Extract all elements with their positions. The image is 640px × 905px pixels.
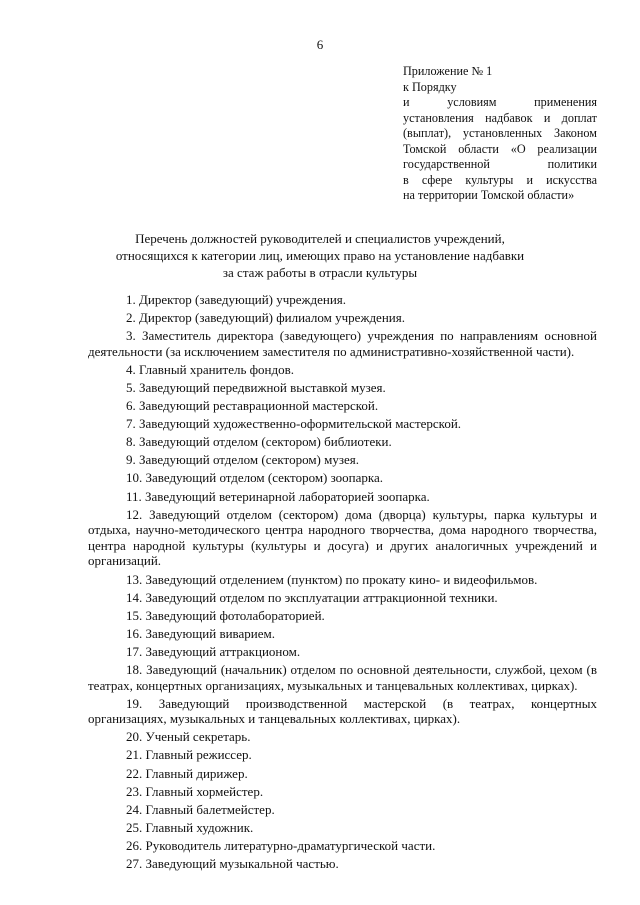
list-item: 20. Ученый секретарь. — [126, 729, 251, 745]
list-item: 26. Руководитель литературно-драматургической части. — [126, 837, 436, 853]
appendix-line: и условиям применения — [403, 95, 597, 109]
list-item: 16. Заведующий виварием. — [126, 625, 275, 641]
list-item: 23. Главный хормейстер. — [126, 783, 264, 799]
list-item: 1. Директор (заведующий) учреждения. — [126, 292, 347, 307]
appendix-line: в сфере культуры и искусства — [403, 172, 597, 187]
list-item: 25. Главный художник. — [126, 819, 254, 835]
list-item: 13. Заведующий отделением (пунктом) по прокату кино- и видеофильмов. — [126, 571, 538, 587]
list-item: 17. Заведующий аттракционом. — [126, 643, 301, 659]
list-item: 6. Заведующий реставрационной мастерской. — [126, 398, 379, 414]
appendix-line: к Порядку — [403, 79, 457, 94]
list-item: 3. Заместитель директора (заведующего) учреждения по направлениям основной деятельности (за исключением заместителя по административно-хозяйственной части). — [88, 328, 597, 359]
title-line: относящихся к категории лиц, имеющих право на установление надбавки — [115, 248, 525, 263]
list-item: 8. Заведующий отделом (сектором) библиотеки. — [126, 434, 392, 450]
list-item: 18. Заведующий (начальник) отделом по основной деятельности, службой, цехом (в театрах, концертных организациях, музыкальных и танцевальных коллективах, цирках). — [88, 661, 597, 693]
list-item: 10. Заведующий отделом (сектором) зоопарка. — [126, 470, 384, 486]
list-item: 21. Главный режиссер. — [126, 747, 252, 763]
page-number: 6 — [316, 37, 324, 52]
appendix-line: государственной политики — [403, 157, 597, 171]
list-item: 24. Главный балетмейстер. — [126, 801, 275, 817]
appendix-line: Приложение № 1 — [403, 64, 493, 78]
list-item: 22. Главный дирижер. — [126, 765, 248, 781]
list-item: 7. Заведующий художественно-оформительской мастерской. — [126, 416, 462, 432]
list-item: 4. Главный хранитель фондов. — [126, 361, 295, 377]
document-title — [90, 230, 550, 281]
positions-list — [88, 292, 597, 872]
list-item: 14. Заведующий отделом по эксплуатации аттракционной техники. — [126, 589, 498, 605]
list-item: 12. Заведующий отделом (сектором) дома (дворца) культуры, парка культуры и отдыха, научно-методического центра народного творчества, дома народного творчества, центра народной культуры (культуры и досуга) и других аналогичных учреждений и организаций. — [88, 506, 597, 569]
appendix-header — [403, 64, 597, 204]
list-item: 9. Заведующий отделом (сектором) музея. — [126, 452, 359, 468]
list-item: 5. Заведующий передвижной выставкой музея. — [126, 379, 386, 395]
appendix-line: (выплат), установленных Законом — [403, 126, 597, 140]
list-item: 11. Заведующий ветеринарной лабораторией зоопарка. — [126, 488, 430, 504]
title-line: за стаж работы в отрасли культуры — [222, 265, 418, 280]
list-item: 15. Заведующий фотолабораторией. — [126, 607, 325, 623]
list-item: 27. Заведующий музыкальной частью. — [126, 856, 339, 871]
list-item: 19. Заведующий производственной мастерской (в театрах, концертных организациях, музыкальных и танцевальных коллективах, цирках). — [88, 695, 597, 727]
appendix-line: на территории Томской области» — [403, 188, 575, 202]
title-line: Перечень должностей руководителей и специалистов учреждений, — [135, 231, 505, 246]
list-item: 2. Директор (заведующий) филиалом учреждения. — [126, 310, 405, 326]
appendix-line: Томской области «О реализации — [403, 141, 597, 156]
appendix-line: установления надбавок и доплат — [403, 110, 597, 125]
